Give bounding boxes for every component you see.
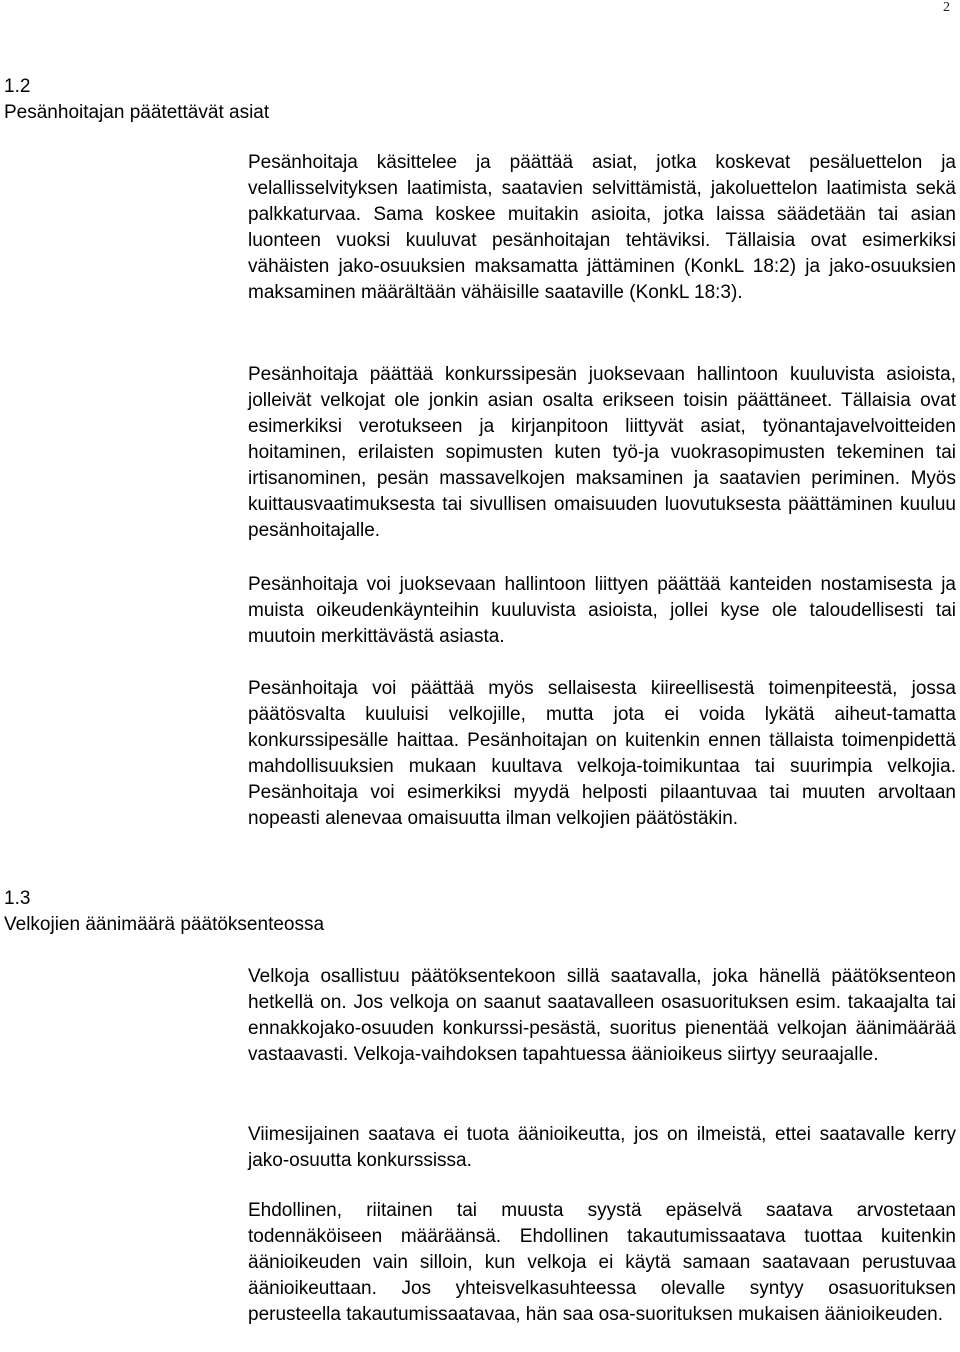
paragraph: Pesänhoitaja käsittelee ja päättää asiat, jotka koskevat pesäluettelon ja velallisselvityksen laatimista, saatavien selvittämistä, jakoluettelon laatimista sekä palkkaturvaa. Sama koskee muitakin asioita, jotka laissa säädetään tai asian luonteen vuoksi kuuluvat pesänhoitajan tehtäviksi. Tällaisia ovat esimerkiksi vähäisten jako-osuuksien maksamatta jättäminen (KonkL 18:2) ja jako-osuuksien maksaminen määrältään vähäisille saataville (KonkL 18:3). bbox=[248, 152, 956, 303]
section-body-1-2 bbox=[248, 676, 956, 832]
section-title: Velkojien äänimäärä päätöksenteossa bbox=[4, 914, 325, 935]
paragraph: Pesänhoitaja päättää konkurssipesän juoksevaan hallintoon kuuluvista asioista, jolleivät velkojat ole jonkin asian osalta erikseen toisin päättäneet. Tällaisia ovat esimerkiksi verotukseen ja kirjanpitoon liittyvät asiat, työnantajavelvoitteiden hoitaminen, erilaisten sopimusten kuten työ-ja vuokrasopimusten tekeminen tai irtisanominen, pesän massavelkojen maksaminen ja saatavien periminen. Myös kuittausvaatimuksesta tai sivullisen omaisuuden luovutuksesta päättäminen kuuluu pesänhoitajalle. bbox=[248, 364, 956, 541]
paragraph: Velkoja osallistuu päätöksentekoon sillä saatavalla, joka hänellä päätöksenteon hetkellä on. Jos velkoja on saanut saatavalleen osasuorituksen esim. takaajalta tai ennakkojako-osuuden konkurssi-pesästä, suoritus pienentää velkojan äänimäärää vastaavasti. Velkoja-vaihdoksen tapahtuessa äänioikeus siirtyy seuraajalle. bbox=[248, 966, 956, 1065]
paragraph: Pesänhoitaja voi juoksevaan hallintoon liittyen päättää kanteiden nostamisesta ja muista oikeudenkäynteihin kuuluvista asioista, jollei kyse ole taloudellisesti tai muutoin merkittävästä asiasta. bbox=[248, 574, 956, 647]
section-body-1-2 bbox=[248, 362, 956, 544]
section-body-1-2 bbox=[248, 572, 956, 650]
section-body-1-3 bbox=[248, 964, 956, 1068]
paragraph: Ehdollinen, riitainen tai muusta syystä epäselvä saatava arvostetaan todennäköiseen määräänsä. Ehdollinen takautumissaatava tuottaa kuitenkin äänioikeuden vain silloin, kun velkoja ei käytä samaan saatavaan perustuvaa äänioikeuttaan. Jos yhteisvelkasuhteessa olevalle syntyy osasuorituksen perusteella takautumissaatavaa, hän saa osa-suorituksen mukaisen äänioikeuden. bbox=[248, 1200, 956, 1325]
page-number: 2 bbox=[943, 0, 950, 15]
section-heading-1-2 bbox=[4, 74, 269, 126]
section-heading-1-3 bbox=[4, 886, 324, 938]
section-body-1-3 bbox=[248, 1198, 956, 1328]
section-number: 1.2 bbox=[4, 76, 31, 97]
paragraph: Viimesijainen saatava ei tuota äänioikeutta, jos on ilmeistä, ettei saatavalle kerry jako-osuutta konkurssissa. bbox=[248, 1124, 956, 1171]
paragraph: Pesänhoitaja voi päättää myös sellaisesta kiireellisestä toimenpiteestä, jossa päätösvalta kuuluisi velkojille, mutta jota ei voida lykätä aiheut-tamatta konkurssipesälle haittaa. Pesänhoitajan on kuitenkin ennen tällaista toimenpidettä mahdollisuuksien mukaan kuultava velkoja-toimikuntaa tai suurimpia velkojia. Pesänhoitaja voi esimerkiksi myydä helposti pilaantuvaa tai muuten arvoltaan nopeasti alenevaa omaisuutta ilman velkojien päätöstäkin. bbox=[248, 678, 956, 829]
section-number: 1.3 bbox=[4, 888, 31, 909]
section-body-1-3 bbox=[248, 1122, 956, 1174]
section-body-1-2 bbox=[248, 150, 956, 306]
section-title: Pesänhoitajan päätettävät asiat bbox=[4, 102, 270, 123]
